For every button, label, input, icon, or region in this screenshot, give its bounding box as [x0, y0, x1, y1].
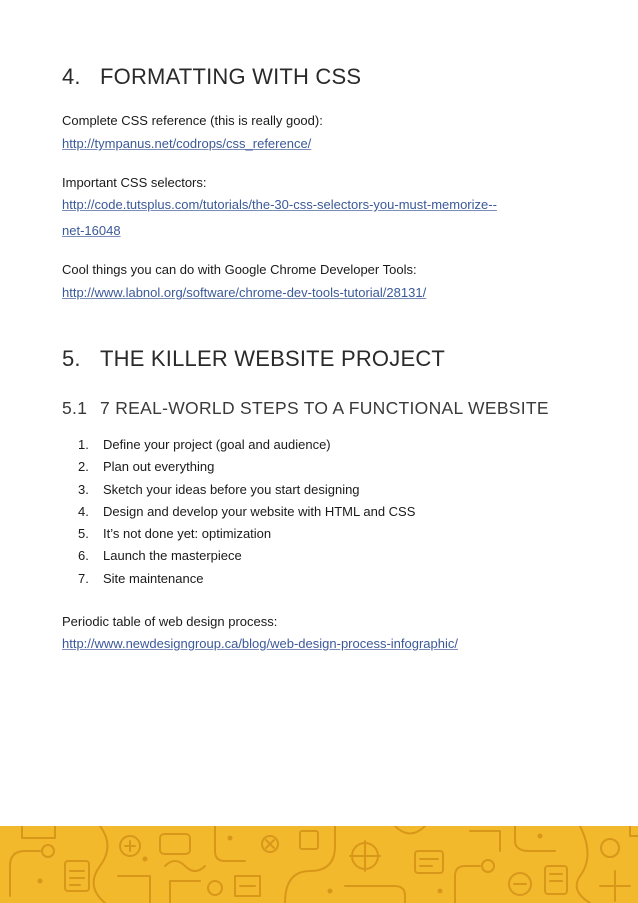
list-item	[78, 458, 415, 480]
list-item	[78, 570, 415, 592]
periodic-table-link[interactable]: http://www.newdesigngroup.ca/blog/web-design-process-infographic/	[62, 636, 458, 651]
list-item-text: Launch the masterpiece	[103, 548, 242, 564]
list-item-text: It’s not done yet: optimization	[103, 526, 272, 542]
css-selectors-label: Important CSS selectors:	[62, 175, 207, 190]
list-item-number: 1.	[78, 437, 89, 452]
list-item	[78, 547, 415, 569]
section-5-1-title: 7 REAL-WORLD STEPS TO A FUNCTIONAL WEBSITE	[100, 398, 549, 418]
list-item-number: 6.	[78, 548, 89, 564]
list-item	[78, 503, 415, 525]
section-4-title: FORMATTING WITH CSS	[100, 64, 362, 89]
footer-band	[0, 826, 638, 903]
chrome-devtools-label: Cool things you can do with Google Chrome Developer Tools:	[62, 262, 417, 277]
list-item-text: Design and develop your website with HTML and CSS	[103, 503, 416, 519]
css-reference-label: Complete CSS reference (this is really good):	[62, 113, 323, 128]
list-item-text: Define your project (goal and audience)	[103, 437, 331, 452]
list-item-text: Site maintenance	[103, 570, 204, 586]
chrome-devtools-link[interactable]: http://www.labnol.org/software/chrome-dev-tools-tutorial/28131/	[62, 285, 427, 300]
section-5-title: THE KILLER WEBSITE PROJECT	[100, 346, 446, 371]
periodic-table-label: Periodic table of web design process:	[62, 614, 278, 629]
list-item-number: 3.	[78, 481, 89, 497]
list-item-number: 4.	[78, 503, 89, 519]
section-4-number: 4.	[62, 64, 81, 89]
list-item-number: 5.	[78, 526, 89, 542]
section-5-number: 5.	[62, 346, 81, 371]
list-item	[78, 481, 415, 503]
list-item-text: Sketch your ideas before you start designing	[103, 481, 360, 497]
list-item	[78, 436, 415, 458]
steps-list	[78, 436, 415, 592]
list-item-text: Plan out everything	[103, 459, 215, 475]
section-5-1-number: 5.1	[62, 398, 88, 418]
css-selectors-link-line2[interactable]: net-16048	[62, 223, 121, 238]
list-item	[78, 525, 415, 547]
css-reference-link[interactable]: http://tympanus.net/codrops/css_reference/	[62, 136, 312, 151]
section-5-1-heading	[62, 398, 549, 419]
section-5-heading	[62, 346, 445, 372]
css-selectors-link-line1[interactable]: http://code.tutsplus.com/tutorials/the-30-css-selectors-you-must-memorize--	[62, 197, 497, 212]
list-item-number: 7.	[78, 570, 89, 586]
list-item-number: 2.	[78, 459, 89, 475]
doodle-pattern-icon	[0, 826, 638, 903]
section-4-heading	[62, 64, 361, 90]
